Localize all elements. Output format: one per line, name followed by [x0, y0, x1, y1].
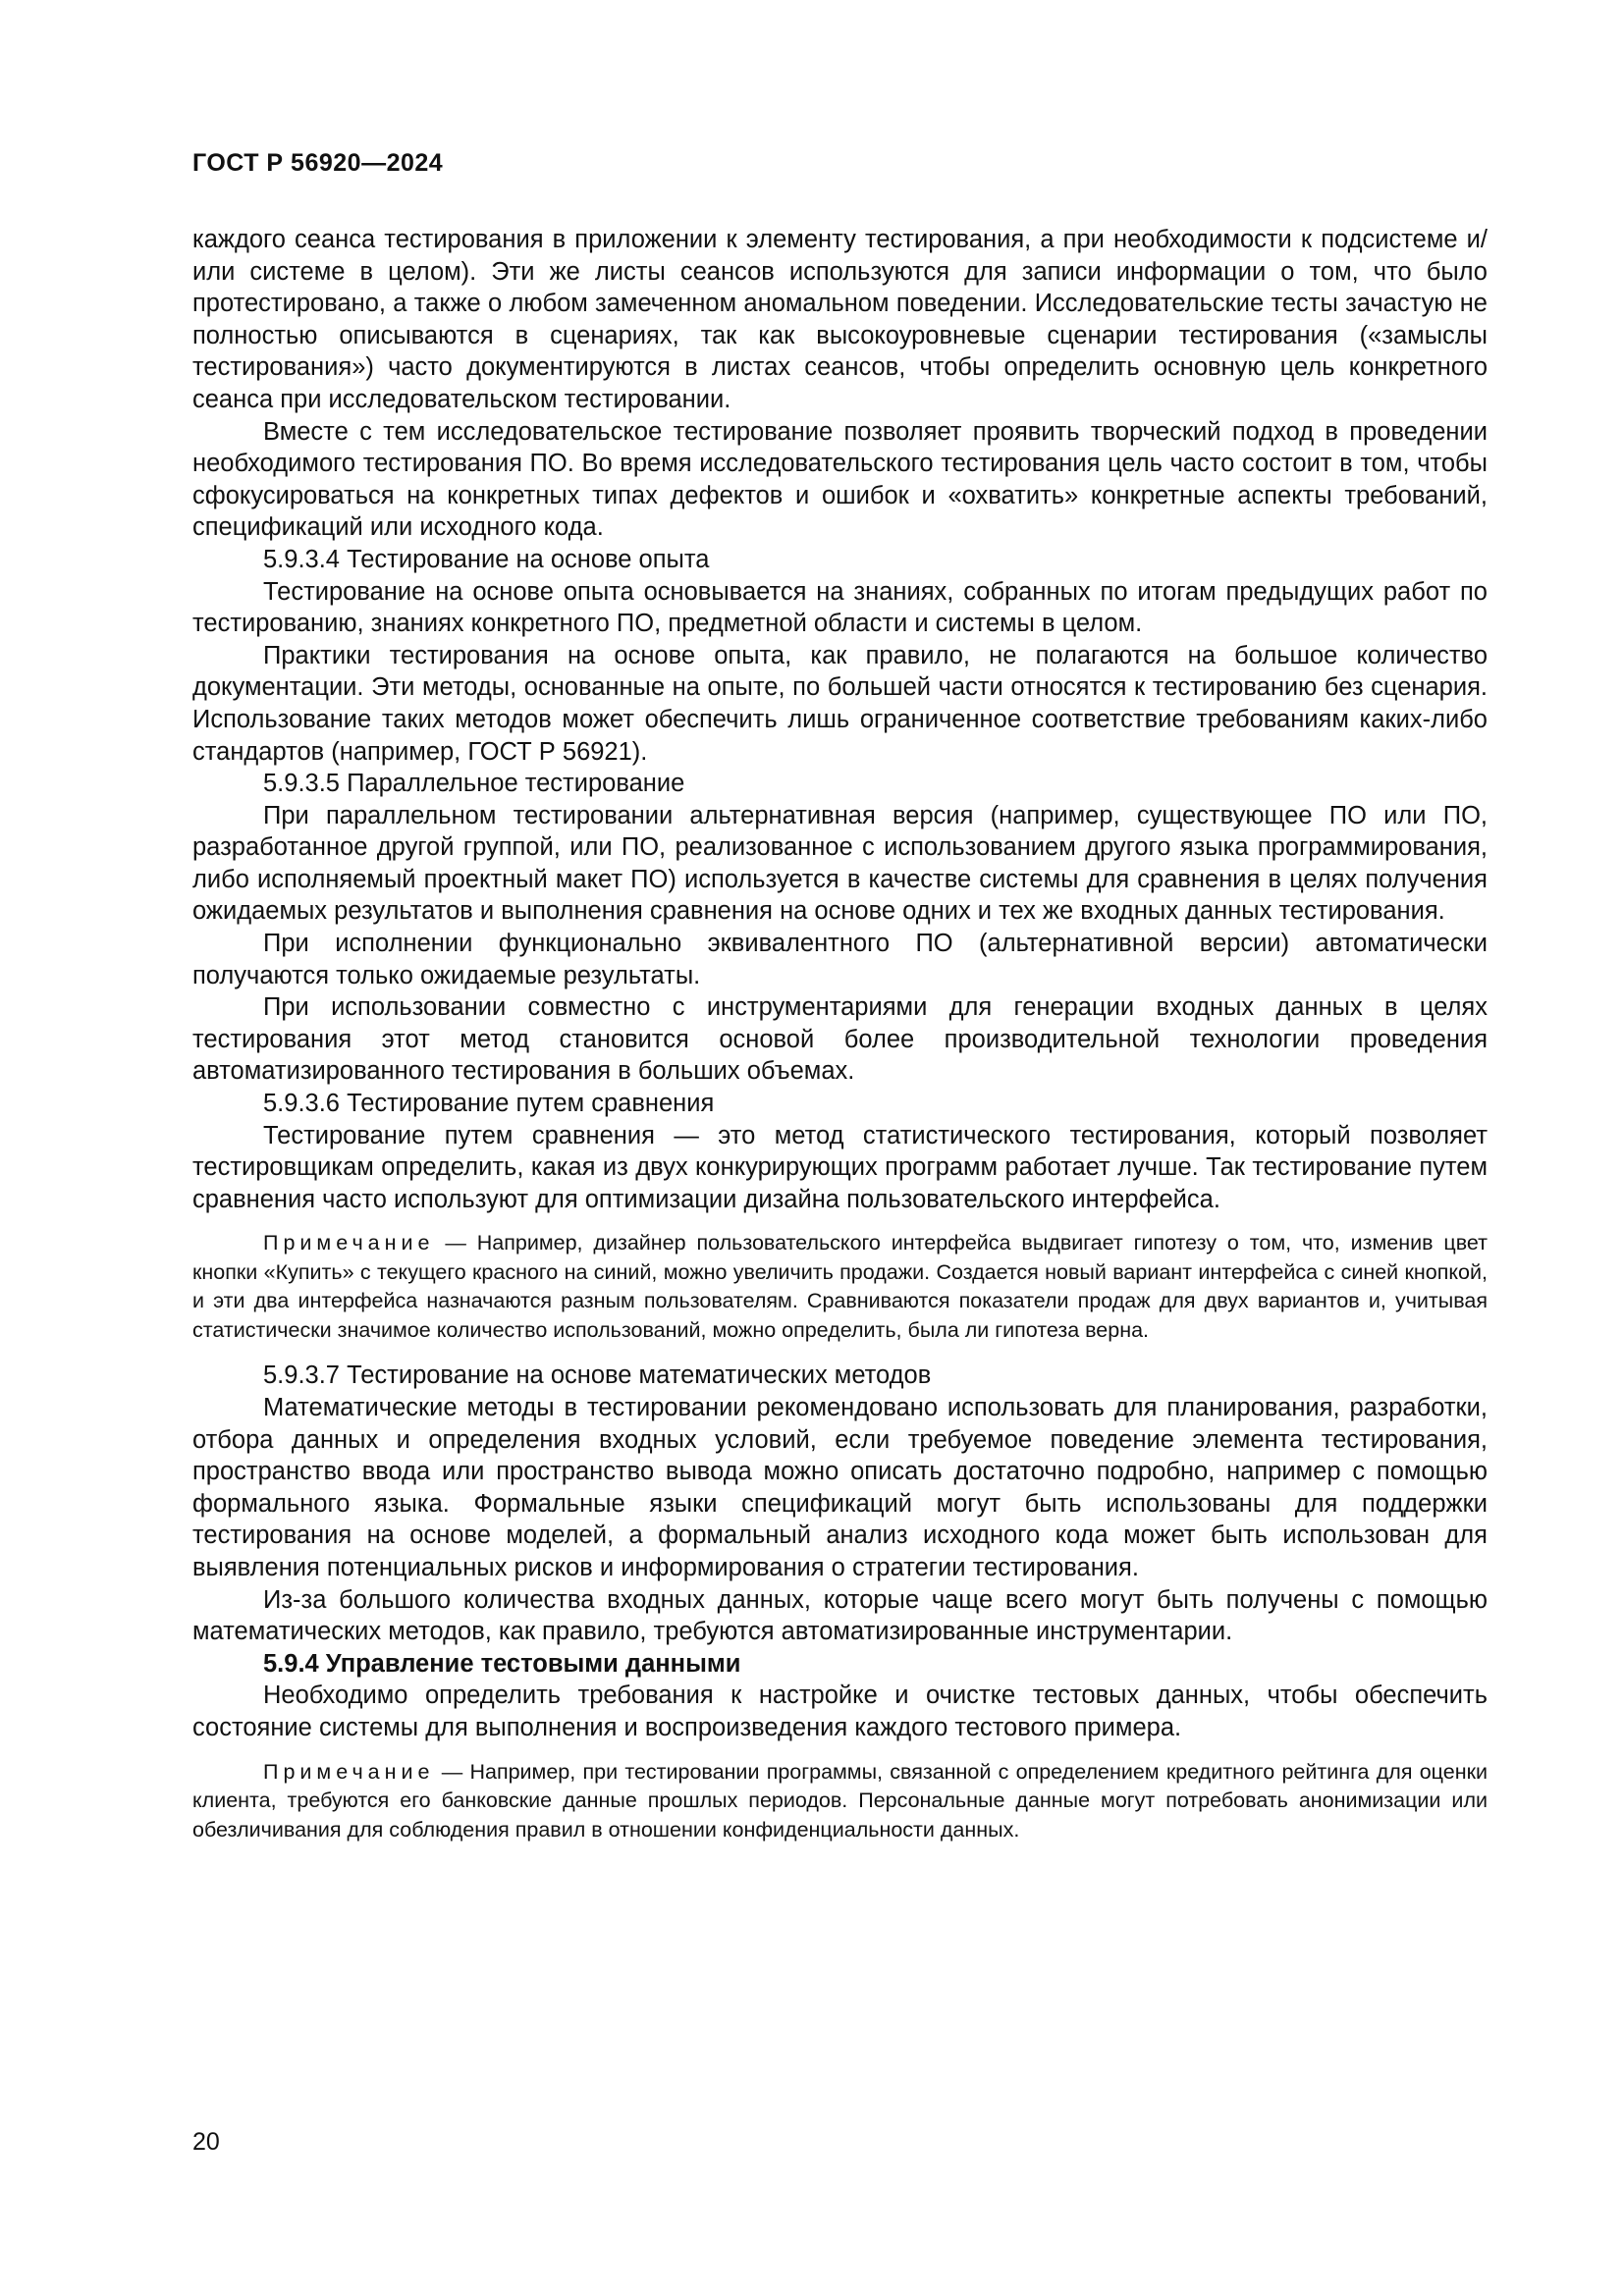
paragraph: При параллельном тестировании альтернативная версия (например, существующее ПО или ПО, разработанное другой группой, или ПО, реализованное с использованием другого языка программирования, либо исполняемый проектный макет ПО) используется в качестве системы для сравнения в целях получения ожидаемых результатов и выполнения сравнения на основе одних и тех же входных данных тестирования. — [192, 801, 1488, 926]
section-heading-5-9-3-6: 5.9.3.6 Тестирование путем сравнения — [263, 1090, 715, 1118]
paragraph: Практики тестирования на основе опыта, как правило, не полагаются на большое количество документации. Эти методы, основанные на опыте, по большей части относятся к тестированию без сценария. Использование таких методов может обеспечить лишь ограниченное соответствие требованиям каких-либо стандартов (например, ГОСТ Р 56921). — [192, 641, 1488, 766]
section-heading-5-9-4: 5.9.4 Управление тестовыми данными — [263, 1649, 741, 1678]
paragraph: Необходимо определить требования к настройке и очистке тестовых данных, чтобы обеспечить состояние системы для выполнения и воспроизведения каждого тестового примера. — [192, 1682, 1488, 1741]
paragraph: Тестирование путем сравнения — это метод статистического тестирования, который позволяет тестировщикам определить, какая из двух конкурирующих программ работает лучше. Так тестирование путем сравнения часто используют для оптимизации дизайна пользовательского интерфейса. — [192, 1121, 1488, 1213]
section-heading-5-9-3-4: 5.9.3.4 Тестирование на основе опыта — [263, 545, 710, 573]
paragraph: Математические методы в тестировании рекомендовано использовать для планирования, разработки, отбора данных и определения входных условий, если требуемое поведение элемента тестирования, пространство ввода или пространство вывода можно описать достаточно подробно, например с помощью формального языка. Формальные языки спецификаций могут быть использованы для поддержки тестирования на основе моделей, а формальный анализ исходного кода может быть использован для выявления потенциальных рисков и информирования о стратегии тестирования. — [192, 1394, 1488, 1581]
paragraph: При использовании совместно с инструментариями для генерации входных данных в целях тестирования этот метод становится основой более производительной технологии проведения автоматизированного тестирования в больших объемах. — [192, 993, 1488, 1086]
page-body — [192, 224, 1488, 1859]
section-heading-5-9-3-7: 5.9.3.7 Тестирование на основе математических методов — [263, 1362, 932, 1390]
paragraph: При исполнении функционально эквивалентного ПО (альтернативной версии) автоматически получаются только ожидаемые результаты. — [192, 930, 1488, 989]
document-id-header: ГОСТ Р 56920—2024 — [192, 149, 444, 177]
note — [192, 1229, 1488, 1345]
note-text: — Например, при тестировании программы, связанной с определением кредитного рейтинга для оценки клиента, требуются его банковские данные прошлых периодов. Персональные данные могут потребовать анонимизации или обезличивания для соблюдения правил в отношении конфиденциальности данных. — [192, 1759, 1488, 1842]
paragraph: каждого сеанса тестирования в приложении к элементу тестирования, а при необходимости к подсистеме и/или системе в целом). Эти же листы сеансов используются для записи информации о том, что было протестировано, а также о любом замеченном аномальном поведении. Исследовательские тесты зачастую не полностью описываются в сценариях, так как высокоуровневые сценарии тестирования («замыслы тестирования») часто документируются в листах сеансов, чтобы определить основную цель конкретного сеанса при исследовательском тестировании. — [192, 226, 1488, 413]
note-label: Примечание — [263, 1231, 435, 1255]
paragraph: Из-за большого количества входных данных, которые чаще всего могут быть получены с помощью математических методов, как правило, требуются автоматизированные инструментарии. — [192, 1585, 1488, 1646]
note-label: Примечание — [263, 1759, 435, 1784]
paragraph: Вместе с тем исследовательское тестирование позволяет проявить творческий подход в проведении необходимого тестирования ПО. Во время исследовательского тестирования цель часто состоит в том, чтобы сфокусироваться на конкретных типах дефектов и ошибок и «охватить» конкретные аспекты требований, спецификаций или исходного кода. — [192, 417, 1488, 542]
note — [192, 1758, 1488, 1845]
page-number: 20 — [192, 2128, 220, 2156]
paragraph: Тестирование на основе опыта основывается на знаниях, собранных по итогам предыдущих работ по тестированию, знаниях конкретного ПО, предметной области и системы в целом. — [192, 577, 1488, 638]
section-heading-5-9-3-5: 5.9.3.5 Параллельное тестирование — [263, 770, 685, 798]
note-text: — Например, дизайнер пользовательского интерфейса выдвигает гипотезу о том, что, изменив цвет кнопки «Купить» с текущего красного на синий, можно увеличить продажи. Создается новый вариант интерфейса с синей кнопкой, и эти два интерфейса назначаются разным пользователям. Сравниваются показатели продаж для двух вариантов и, учитывая статистически значимое количество использований, можно определить, была ли гипотеза верна. — [192, 1231, 1488, 1342]
